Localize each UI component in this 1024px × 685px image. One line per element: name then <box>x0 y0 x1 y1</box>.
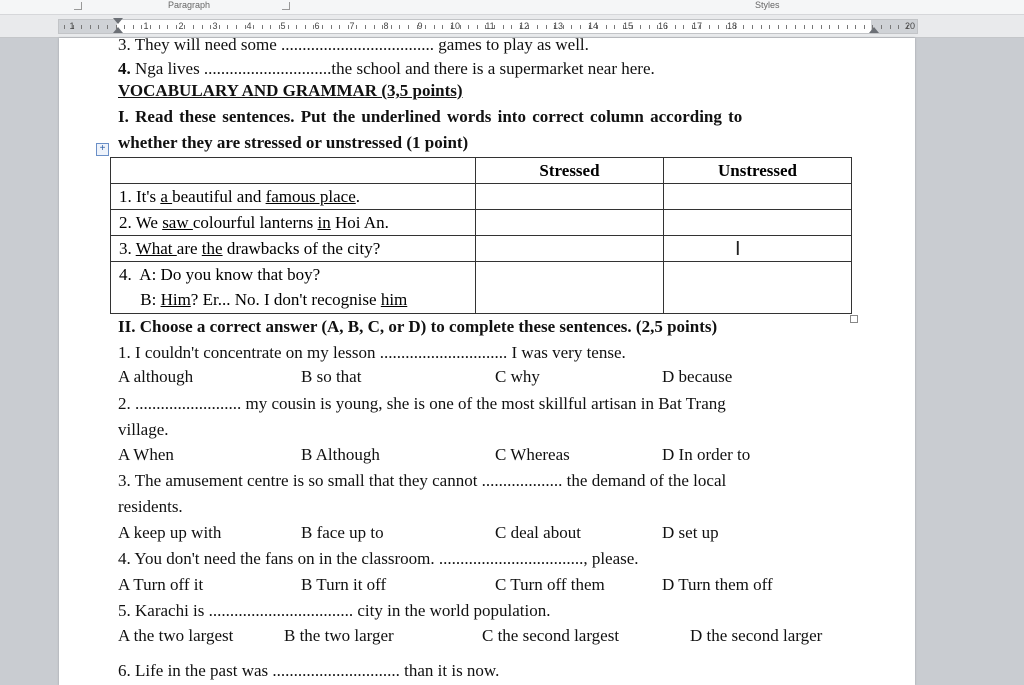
question-text[interactable]: 1. I couldn't concentrate on my lesson .............................. I was very tense. <box>118 343 626 362</box>
ruler-tick <box>503 25 504 29</box>
ruler-left-margin <box>59 20 117 33</box>
ruler-tick <box>683 25 684 29</box>
underlined-word: What <box>135 239 177 258</box>
ruler-tick <box>743 25 744 29</box>
table-move-handle-icon[interactable]: + <box>96 143 109 156</box>
sentence-cell[interactable] <box>111 210 476 236</box>
ruler-tick <box>322 25 323 29</box>
ruler-tick <box>890 25 891 29</box>
ruler-tick <box>752 25 753 29</box>
stressed-cell[interactable] <box>476 184 664 210</box>
ruler-tick <box>546 25 547 29</box>
document-page[interactable] <box>59 38 915 685</box>
option-a[interactable]: A the two largest <box>118 626 234 645</box>
option-a[interactable]: A When <box>118 445 174 464</box>
ruler-tick <box>270 25 271 29</box>
text-cursor-icon: I <box>735 238 741 260</box>
ruler-tick <box>399 25 400 29</box>
underlined-word: in <box>317 213 331 232</box>
ruler-tick <box>786 25 787 29</box>
option-b[interactable]: B Although <box>301 445 380 464</box>
ruler-tick <box>838 25 839 29</box>
ruler-tick <box>356 25 357 29</box>
ruler-tick <box>571 25 572 29</box>
ruler-number: 11 <box>485 21 495 31</box>
ruler-number: 10 <box>449 21 461 31</box>
first-line-indent-icon[interactable] <box>113 18 123 24</box>
table-header-cell <box>111 158 476 184</box>
ruler-tick <box>537 25 538 29</box>
ruler-tick <box>769 25 770 29</box>
ruler-tick <box>477 25 478 29</box>
ruler-tick <box>804 25 805 29</box>
ruler-number: 1 <box>143 21 149 31</box>
horizontal-ruler[interactable] <box>0 15 1024 38</box>
ruler-tick <box>718 25 719 29</box>
stressed-cell[interactable] <box>476 236 664 262</box>
ruler-tick <box>90 25 91 29</box>
ruler-tick <box>159 25 160 29</box>
ruler-tick <box>339 25 340 29</box>
unstressed-cell[interactable] <box>664 262 852 314</box>
ruler-number: 3 <box>212 21 218 31</box>
ruler-number: 16 <box>657 21 669 31</box>
stressed-cell[interactable] <box>476 262 664 314</box>
sentence-text: Hoi An. <box>330 213 389 232</box>
ruler-tick <box>614 25 615 29</box>
ruler-tick <box>141 25 142 29</box>
ruler-tick <box>778 25 779 29</box>
line-text: Nga lives ..............................the school and there is a supermarket near here. <box>130 59 655 78</box>
ruler-tick <box>761 25 762 29</box>
stressed-cell[interactable] <box>476 210 664 236</box>
ruler-number: 20 <box>904 21 916 31</box>
ruler-tick <box>193 25 194 29</box>
ruler-number: 12 <box>518 21 530 31</box>
sentence-text: 3. <box>119 239 136 258</box>
underlined-word: famous place <box>265 187 356 206</box>
table-row[interactable] <box>111 210 852 236</box>
ruler-tick <box>425 25 426 29</box>
ruler-number: 13 <box>552 21 564 31</box>
ruler-tick <box>408 25 409 29</box>
option-c[interactable]: C why <box>495 367 540 386</box>
ruler-tick <box>236 25 237 29</box>
option-d[interactable]: D Turn them off <box>662 575 773 594</box>
table-row[interactable] <box>111 184 852 210</box>
unstressed-cell[interactable] <box>664 210 852 236</box>
section-title[interactable]: VOCABULARY AND GRAMMAR (3,5 points) <box>118 81 463 100</box>
option-c[interactable]: C deal about <box>495 523 581 542</box>
underlined-word: him <box>380 290 408 309</box>
ruler-tick <box>442 25 443 29</box>
ruler-tick <box>374 25 375 29</box>
instruction-line[interactable]: whether they are stressed or unstressed (1 point) <box>118 133 469 152</box>
unstressed-cell[interactable] <box>664 184 852 210</box>
sentence-text: ? Er... No. I don't recognise <box>190 290 381 309</box>
ruler-tick <box>829 25 830 29</box>
ruler-tick <box>640 25 641 29</box>
underlined-word: saw <box>162 213 193 232</box>
ruler-tick <box>124 25 125 29</box>
ruler-number: 2 <box>178 21 184 31</box>
ruler-tick <box>64 25 65 29</box>
ruler-tick <box>606 25 607 29</box>
option-b[interactable]: B Turn it off <box>301 575 387 594</box>
font-dialog-launcher-icon[interactable] <box>74 2 82 10</box>
ruler-number: 6 <box>314 21 320 31</box>
option-c[interactable]: C the second largest <box>482 626 620 645</box>
sentence-text: 2. We <box>119 213 163 232</box>
ruler-tick <box>184 25 185 29</box>
option-a[interactable]: A Turn off it <box>118 575 204 594</box>
sentence-text: drawbacks of the city? <box>222 239 381 258</box>
ruler-number: 18 <box>726 21 738 31</box>
ruler-tick <box>202 25 203 29</box>
sentence-text: . <box>355 187 360 206</box>
ruler-tick <box>331 25 332 29</box>
sentence-cell[interactable] <box>111 184 476 210</box>
ruler-number: 15 <box>622 21 634 31</box>
hanging-indent-icon[interactable] <box>113 27 123 33</box>
table-header-unstressed: Unstressed <box>664 158 852 184</box>
option-c[interactable]: C Turn off them <box>495 575 605 594</box>
ruler-tick <box>511 25 512 29</box>
ruler-tick <box>821 25 822 29</box>
ruler-tick <box>107 25 108 29</box>
ruler-tick <box>872 25 873 29</box>
sentence-text: beautiful and <box>172 187 266 206</box>
ruler-tick <box>675 25 676 29</box>
ruler-number: 5 <box>280 21 286 31</box>
ruler-number: 1 <box>69 21 75 31</box>
question-text-cont[interactable]: residents. <box>118 497 183 516</box>
ruler-tick <box>167 25 168 29</box>
question-text[interactable]: 3. The amusement centre is so small that they cannot ................... the demand of the local <box>118 471 727 490</box>
ruler-tick <box>795 25 796 29</box>
ruler-tick <box>98 25 99 29</box>
stress-table[interactable] <box>110 157 852 314</box>
sentence-text: are <box>176 239 202 258</box>
option-d[interactable]: D because <box>662 367 733 386</box>
sentence-cell[interactable] <box>111 236 476 262</box>
unstressed-cell[interactable] <box>664 236 852 262</box>
ruler-tick <box>365 25 366 29</box>
ruler-tick <box>253 25 254 29</box>
ruler-tick <box>847 25 848 29</box>
option-a[interactable]: A although <box>118 367 194 386</box>
underlined-word: a <box>160 187 173 206</box>
table-row[interactable] <box>111 262 852 314</box>
underlined-word: the <box>201 239 223 258</box>
ruler-tick <box>262 25 263 29</box>
ruler-tick <box>150 25 151 29</box>
option-d[interactable]: D the second larger <box>690 626 823 645</box>
ruler-tick <box>296 25 297 29</box>
right-indent-icon[interactable] <box>869 27 879 33</box>
sentence-text: B: <box>119 290 161 309</box>
ruler-tick <box>210 25 211 29</box>
ruler-tick <box>116 25 117 29</box>
option-b[interactable]: B so that <box>301 367 362 386</box>
ruler-tick <box>434 25 435 29</box>
table-resize-handle-icon[interactable] <box>850 315 858 323</box>
ruler-tick <box>881 25 882 29</box>
ruler-tick <box>245 25 246 29</box>
ruler-tick <box>864 25 865 29</box>
sentence-cell[interactable] <box>111 262 476 314</box>
option-b[interactable]: B the two larger <box>284 626 394 645</box>
instruction-line[interactable]: I. Read these sentences. Put the underlined words into correct column according to <box>118 107 743 126</box>
question-text[interactable]: 6. Life in the past was .............................. than it is now. <box>118 661 500 680</box>
ruler-number: 14 <box>587 21 599 31</box>
underlined-word: Him <box>160 290 191 309</box>
option-c[interactable]: C Whereas <box>495 445 570 464</box>
ruler-tick <box>133 25 134 29</box>
ruler-tick <box>227 25 228 29</box>
ruler-tick <box>176 25 177 29</box>
table-header-row <box>111 158 852 184</box>
ruler-number: 4 <box>246 21 252 31</box>
question-text-cont[interactable]: village. <box>118 420 169 439</box>
ruler-tick <box>305 25 306 29</box>
ruler-tick <box>391 25 392 29</box>
ruler-tick <box>855 25 856 29</box>
option-d[interactable]: D set up <box>662 523 719 542</box>
option-d[interactable]: D In order to <box>662 445 751 464</box>
table-header-stressed: Stressed <box>476 158 664 184</box>
ruler-number: 9 <box>417 21 423 31</box>
paragraph-dialog-launcher-icon[interactable] <box>282 2 290 10</box>
ruler-tick <box>468 25 469 29</box>
option-a[interactable]: A keep up with <box>118 523 222 542</box>
section-title[interactable]: II. Choose a correct answer (A, B, C, or D) to complete these sentences. (2,5 points) <box>118 317 718 336</box>
ruler-number: 7 <box>349 21 355 31</box>
ribbon-group-paragraph: Paragraph <box>168 0 211 10</box>
sentence-text: 4. A: Do you know that boy? <box>119 265 321 284</box>
ruler-tick <box>649 25 650 29</box>
question-text[interactable]: 2. ......................... my cousin is young, she is one of the most skillful artisan in Bat Trang <box>118 394 726 413</box>
ruler-tick <box>898 25 899 29</box>
sentence-text: 1. It's <box>119 187 161 206</box>
ruler-number: 17 <box>691 21 703 31</box>
ruler-tick <box>812 25 813 29</box>
ruler-tick <box>709 25 710 29</box>
ruler-tick <box>81 25 82 29</box>
option-b[interactable]: B face up to <box>301 523 384 542</box>
sentence-text: colourful lanterns <box>192 213 318 232</box>
ruler-tick <box>219 25 220 29</box>
question-text[interactable]: 4. You don't need the fans on in the classroom. .................................., please. <box>118 549 639 568</box>
ribbon-bar <box>0 0 1024 15</box>
line-number: 4. <box>118 59 131 78</box>
ruler-number: 8 <box>383 21 389 31</box>
question-text[interactable]: 5. Karachi is .................................. city in the world population. <box>118 601 551 620</box>
ribbon-group-styles: Styles <box>755 0 780 10</box>
text-line[interactable]: 3. They will need some .................................... games to play as well. <box>118 38 589 54</box>
ruler-tick <box>288 25 289 29</box>
ruler-tick <box>580 25 581 29</box>
